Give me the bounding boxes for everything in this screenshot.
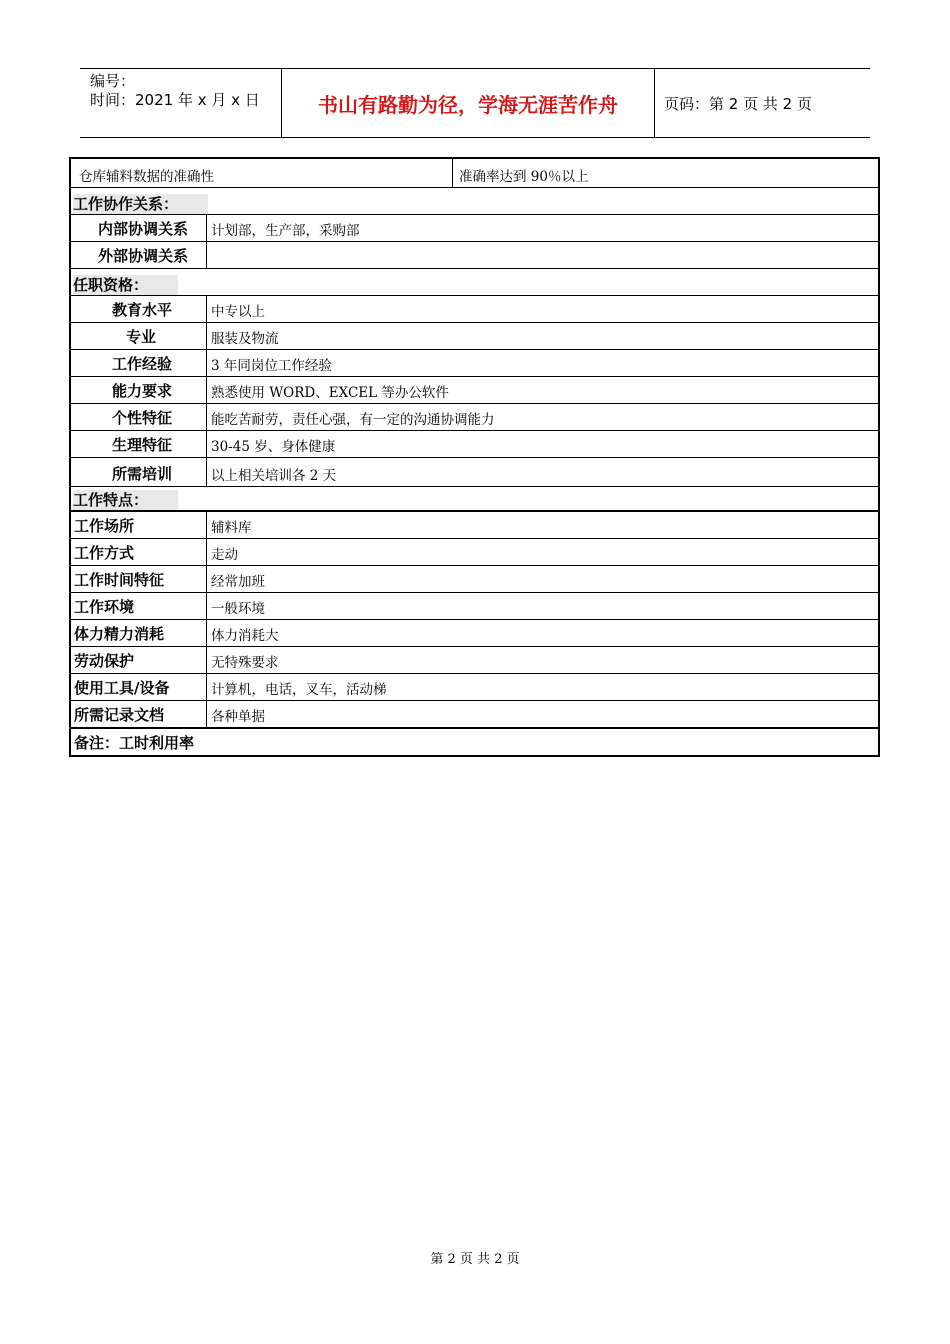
- row-value: 体力消耗大: [211, 628, 279, 644]
- row-label: 工作时间特征: [74, 571, 165, 589]
- section-heading-features: 工作特点：: [73, 490, 178, 510]
- row-value: 熟悉使用 WORD、EXCEL 等办公软件: [211, 385, 449, 401]
- table-row: [71, 566, 878, 593]
- table-row: [71, 458, 878, 487]
- row-label: 所需培训: [111, 465, 172, 483]
- row-value: 3 年同岗位工作经验: [211, 358, 332, 374]
- row-value: 各种单据: [211, 709, 265, 725]
- table-row: [71, 377, 878, 404]
- table-row: [71, 431, 878, 458]
- row-label: 个性特征: [111, 409, 172, 427]
- table-row: [71, 215, 878, 242]
- row-value: 辅料库: [211, 520, 252, 536]
- row-label: 能力要求: [111, 382, 172, 400]
- header-divider: [654, 69, 655, 137]
- row-value: 能吃苦耐劳，责任心强，有一定的沟通协调能力: [211, 412, 495, 428]
- row-value: [207, 242, 878, 268]
- header-page-info: 页码：第 2 页 共 2 页: [664, 95, 812, 113]
- serial-number-label: 编号：: [90, 72, 136, 90]
- table-row: [71, 512, 878, 539]
- row-label: 工作场所: [74, 517, 135, 535]
- job-spec-table: [69, 157, 880, 757]
- row-value: 服装及物流: [211, 331, 279, 347]
- row-label: 工作环境: [74, 598, 135, 616]
- row-value: 中专以上: [211, 304, 265, 320]
- row-label: 工作方式: [74, 544, 135, 562]
- row-value: 计划部，生产部，采购部: [211, 223, 360, 239]
- section-heading-row: [71, 269, 878, 296]
- row-value: 一般环境: [211, 601, 265, 617]
- table-row: [71, 350, 878, 377]
- table-row: [71, 323, 878, 350]
- header-motto: 书山有路勤为径，学海无涯苦作舟: [318, 93, 618, 117]
- table-row: [71, 593, 878, 620]
- row-label: 教育水平: [111, 301, 172, 319]
- row-value: 以上相关培训各 2 天: [211, 468, 337, 484]
- row-label: 生理特征: [111, 436, 172, 454]
- section-heading-row: [71, 188, 878, 215]
- section-heading-cooperation: 工作协作关系：: [73, 194, 208, 214]
- table-row: [71, 674, 878, 701]
- table-row: [71, 539, 878, 566]
- table-row: [71, 701, 878, 729]
- row-label: 所需记录文档: [74, 706, 165, 724]
- remark-text: 备注：工时利用率: [74, 734, 195, 752]
- header-meta: [90, 72, 260, 110]
- document-header: [80, 68, 870, 138]
- page-footer: 第 2 页 共 2 页: [430, 1252, 520, 1267]
- table-row: [71, 620, 878, 647]
- row-value: 无特殊要求: [211, 655, 279, 671]
- row-label: 内部协调关系: [97, 220, 188, 238]
- remark-row: [71, 729, 878, 755]
- date-label: 时间：2021 年 x 月 x 日: [90, 91, 260, 109]
- row-value: 计算机，电话，叉车，活动梯: [211, 682, 387, 698]
- table-row: [71, 242, 878, 269]
- row-label: 工作经验: [111, 355, 172, 373]
- row-value: 经常加班: [211, 574, 265, 590]
- row-label: 使用工具/设备: [74, 679, 170, 697]
- table-row: [71, 404, 878, 431]
- table-row: [71, 647, 878, 674]
- table-row: [71, 159, 878, 188]
- table-row: [71, 296, 878, 323]
- row-label: 外部协调关系: [97, 247, 188, 265]
- row-value: 走动: [211, 547, 238, 563]
- row-label: 专业: [125, 328, 156, 346]
- kpi-target: 准确率达到 90％以上: [459, 169, 589, 185]
- section-heading-row: [71, 487, 878, 512]
- row-label: 劳动保护: [74, 652, 135, 670]
- kpi-item: 仓库辅料数据的准确性: [79, 169, 214, 185]
- section-heading-qualification: 任职资格：: [73, 275, 178, 295]
- row-label: 体力精力消耗: [74, 625, 165, 643]
- row-value: 30-45 岁、身体健康: [211, 439, 336, 455]
